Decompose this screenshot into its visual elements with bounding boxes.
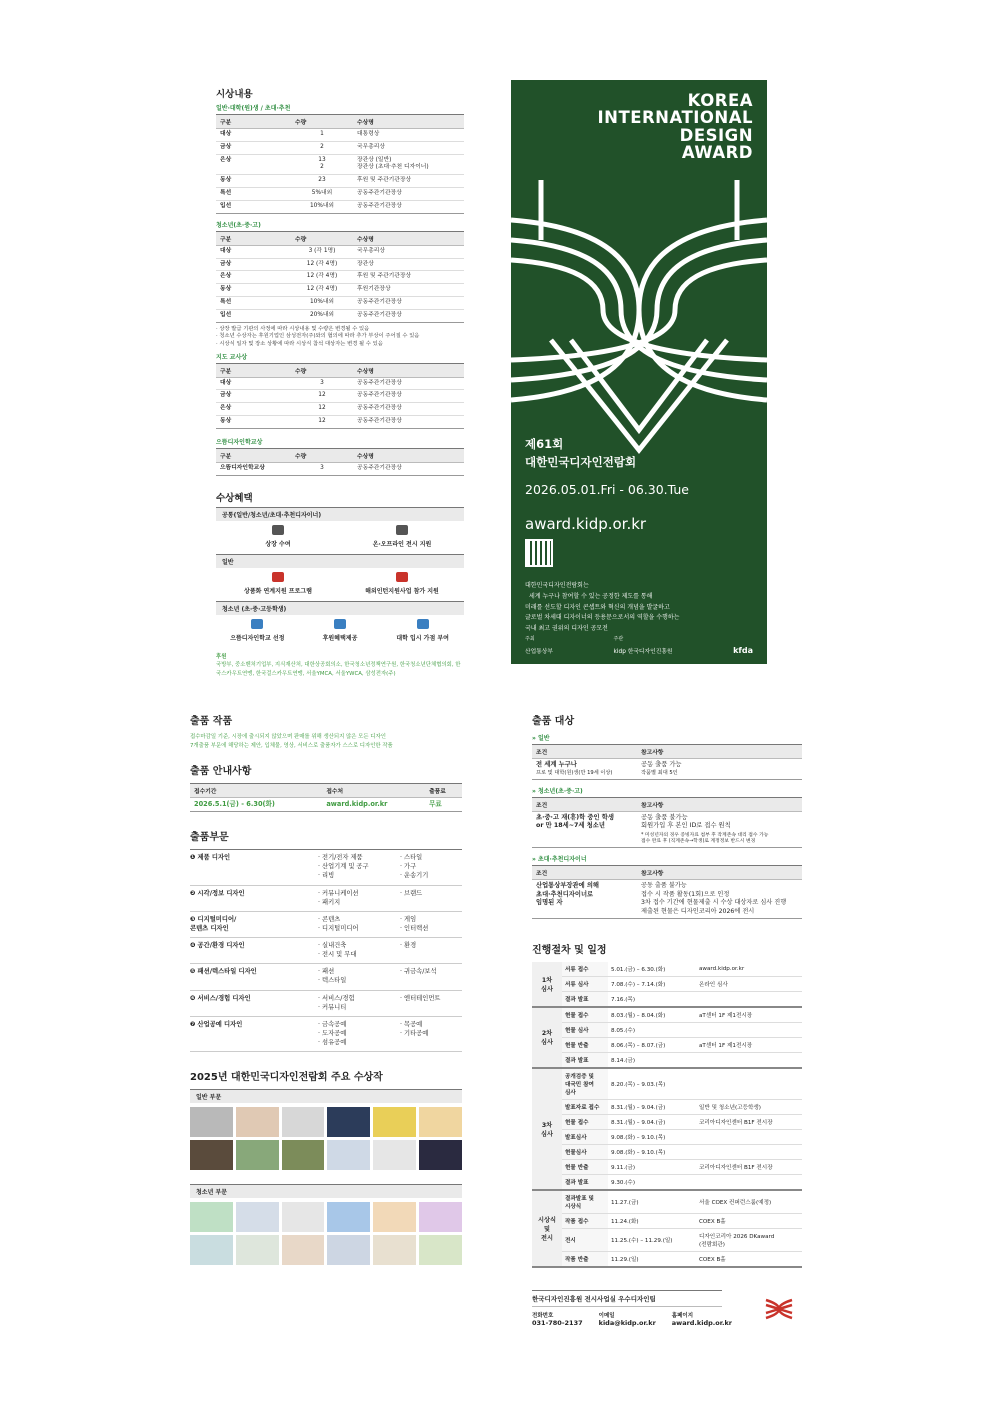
table-row: 금상 12 (각 4명) 장관상 xyxy=(216,258,464,271)
schedule-title: 진행절차 및 일정 xyxy=(532,944,607,956)
winner-thumb xyxy=(373,1202,416,1232)
winner-thumb xyxy=(190,1107,233,1137)
gift-icon xyxy=(334,619,346,629)
table-row: 특선 5%내외 공동주관기관장상 xyxy=(216,188,464,201)
benefits-youth-row xyxy=(216,615,464,645)
winner-thumb xyxy=(327,1202,370,1232)
winners-youth-label: 청소년 부문 xyxy=(190,1184,462,1198)
table-row: 대상 1 대통령상 xyxy=(216,129,464,142)
target-general-table: 조건 참고사항 전 세계 누구나 프로 및 대학(원)생(만 19세 이상) 공동 출품 가능 작품별 최대 5인 xyxy=(532,744,802,780)
schedule-row: 현물 반출 9.11.(금) 코리아디자인센터 B1F 전시장 xyxy=(532,1159,802,1174)
table-row: 은상 12 (각 4명) 후원 및 주관기관장상 xyxy=(216,271,464,284)
winner-thumb xyxy=(236,1107,279,1137)
cover-edition: 제61회 xyxy=(525,437,564,451)
winner-thumb xyxy=(236,1140,279,1170)
benefit-item: 후원혜택제공 xyxy=(301,619,379,642)
awards-notes xyxy=(216,326,464,349)
benefits-youth-label: 청소년 (초·중·고등학생) xyxy=(216,601,464,615)
winner-thumb xyxy=(282,1140,325,1170)
benefits-title: 수상혜택 xyxy=(216,492,253,504)
awards-general-table: 구분 수량 수상명 대상 1 대통령상 금상 2 국무총리상 은상 13 2 장관상 (일반) 장관상 (초대·추천 디자이너) 동상 23 후원 및 주관기관장상 특선 5%내외 공동주관기관장상 입선 10%내외 공동주관기관장상 xyxy=(216,114,464,214)
awards-note: · 청소년 수상자는 후원기업인 삼성전자(주)와의 협의에 따라 추가 부상이 주어질 수 있음 xyxy=(216,333,420,340)
winners-youth-grid xyxy=(190,1202,462,1265)
qr-code[interactable] xyxy=(525,539,553,567)
table-row: 입선 20%내외 공동주관기관장상 xyxy=(216,309,464,322)
schedule-row: 발표자료 접수 8.31.(월) – 9.04.(금) 일반 및 청소년(고등학생) xyxy=(532,1099,802,1114)
exhibition-icon xyxy=(396,525,408,535)
awards-youth-label: 청소년(초·중·고) xyxy=(216,221,261,229)
entries-panel xyxy=(190,712,462,1265)
cover-url[interactable]: award.kidp.or.kr xyxy=(525,515,647,533)
contact-web[interactable]: 홈페이지 award.kidp.or.kr xyxy=(671,1312,732,1327)
target-invited-table: 조건 참고사항 산업통상부장관에 의해 초대·추천디자이너로 임명된 자 공동 출품 불가능 접수 시 작품 활동(1회)으로 인정 3차 접수 기간에 현물제출 시 수상 대상자로 심사 진행 제출된 현물은 디자인코리아 2026에 전시 xyxy=(532,865,802,918)
benefit-item: 상장 수여 xyxy=(226,525,331,548)
schedule-table xyxy=(532,962,802,1268)
category-list xyxy=(190,849,462,1052)
benefit-item: 온·오프라인 전시 지원 xyxy=(350,525,455,548)
schedule-row: 서류 심사 7.08.(수) – 7.14.(화) 온라인 심사 xyxy=(532,976,802,991)
winner-thumb xyxy=(419,1202,462,1232)
winner-thumb xyxy=(373,1140,416,1170)
awards-school-label: 으뜸디자인학교상 xyxy=(216,438,263,446)
table-row: 입선 10%내외 공동주관기관장상 xyxy=(216,200,464,213)
schedule-row: 작품 반출 11.29.(일) COEX B홀 xyxy=(532,1251,802,1267)
sponsor-label: 후원 xyxy=(216,653,227,660)
schedule-row: 결과 발표 9.30.(수) xyxy=(532,1174,802,1190)
winner-thumb xyxy=(327,1140,370,1170)
table-row: 특선 10%내외 공동주관기관장상 xyxy=(216,296,464,309)
document-icon xyxy=(417,619,429,629)
winner-thumb xyxy=(236,1235,279,1265)
table-row: 금상 2 국무총리상 xyxy=(216,141,464,154)
winner-thumb xyxy=(327,1107,370,1137)
target-title: 출품 대상 xyxy=(532,716,575,727)
schedule-row: 작품 접수 11.24.(화) COEX B홀 xyxy=(532,1213,802,1228)
awards-title: 시상내용 xyxy=(216,89,253,100)
table-row: 으뜸디자인학교상 3 공동주관기관장상 xyxy=(216,462,464,475)
awards-school-table: 구분 수량 수상명 으뜸디자인학교상 3 공동주관기관장상 xyxy=(216,448,464,476)
winner-thumb xyxy=(282,1235,325,1265)
category-row: ❼ 산업공예 디자인 · 금속공예 · 도자공예 · 섬유공예 · 목공예 · 기타공예 xyxy=(190,1017,462,1052)
benefit-item: 해외인턴지원사업 참가 지원 xyxy=(350,572,455,595)
benefit-item: 상품화 연계지원 프로그램 xyxy=(226,572,331,595)
host-block: 주최 산업통상부 xyxy=(525,636,553,655)
category-row: ❺ 패션/텍스타일 디자인 · 패션 · 텍스타일 · 귀금속/보석 xyxy=(190,964,462,990)
table-row: 은상 13 2 장관상 (일반) 장관상 (초대·추천 디자이너) xyxy=(216,154,464,175)
certificate-icon xyxy=(272,525,284,535)
winner-thumb xyxy=(327,1235,370,1265)
winner-thumb xyxy=(419,1235,462,1265)
schedule-row: 시상식 및 전시 결과발표 및 시상식 11.27.(금) 서울 COEX 컨퍼런스룸(예정) xyxy=(532,1190,802,1214)
guide-table: 접수기간 접수처 출품료 2026.5.1(금) - 6.30(화) award.kidp.or.kr 무료 xyxy=(190,783,462,812)
winners-title: 2025년 대한민국디자인전람회 주요 수상작 xyxy=(190,1072,383,1084)
table-row: 금상 12 공동주관기관장상 xyxy=(216,390,464,403)
benefits-general-label: 일반 xyxy=(216,554,464,568)
schedule-row: 결과 발표 7.16.(목) xyxy=(532,991,802,1007)
schedule-row: 결과 발표 8.14.(금) xyxy=(532,1052,802,1068)
entries-note: 접수마감일 기준, 시장에 출시되지 않았으며 판매를 위해 생산되지 않은 모든 디자인 7개출품 부문에 해당하는 제안, 입체물, 영상, 서비스로 출품자가 스스로 디자인한 작품 xyxy=(190,734,393,749)
target-youth-table: 조건 참고사항 초·중·고 재(휴)학 중인 학생 or 만 18세~7세 청소년 공동 출품 불가능 회원가입 후 본인 ID로 접수 원칙 * 미성년자의 경우 증빙자료 첨부 후 작계존속 대리 접수 가능 접수 완료 후 (직계존속→학생)로 계정정보 반드시 변경 xyxy=(532,797,802,849)
winner-thumb xyxy=(419,1140,462,1170)
guide-title: 출품 안내사항 xyxy=(190,766,252,778)
winner-thumb xyxy=(282,1107,325,1137)
cover-dates: 2026.05.01.Fri - 06.30.Tue xyxy=(525,482,690,497)
category-row: ❷ 시각/정보 디자인 · 커뮤니케이션 · 패키지 · 브랜드 xyxy=(190,886,462,912)
category-row: ❸ 디지털미디어/ 콘텐츠 디자인 · 콘텐츠 · 디지털미디어 · 게임 · 인터랙션 xyxy=(190,912,462,938)
organizer-logo: kidp 한국디자인진흥원 xyxy=(613,649,673,655)
winner-thumb xyxy=(190,1202,233,1232)
target-general-label: » 일반 xyxy=(532,735,550,742)
benefits-common-label: 공통(일반/청소년/초대·추천디자이너) xyxy=(216,507,464,521)
cats-title: 출품부문 xyxy=(190,832,229,844)
winners-general-label: 일반 부문 xyxy=(190,1089,462,1103)
table-row: 동상 12 (각 4명) 후원기관장상 xyxy=(216,284,464,297)
awards-teacher-table: 구분 수량 수상명 대상 3 공동주관기관장상 금상 12 공동주관기관장상 은상 12 공동주관기관장상 동상 12 공동주관기관장상 xyxy=(216,363,464,429)
winner-thumb xyxy=(373,1107,416,1137)
benefits-general-row xyxy=(216,568,464,598)
awards-general-label: 일반·대학(원)생 / 초대·추천 xyxy=(216,105,291,112)
school-icon xyxy=(251,619,263,629)
table-row: 동상 23 후원 및 주관기관장상 xyxy=(216,175,464,188)
awards-youth-table: 구분 수량 수상명 대상 3 (각 1명) 국무총리상 금상 12 (각 4명) 장관상 은상 12 (각 4명) 후원 및 주관기관장상 동상 12 (각 4명) 후원기관장상 특선 10%내외 공동주관기관장상 입선 20%내외 공동주관기관장상 xyxy=(216,231,464,323)
winners-general-grid xyxy=(190,1107,462,1170)
cover-title: KOREA INTERNATIONAL DESIGN AWARD xyxy=(597,91,753,162)
winner-thumb xyxy=(236,1202,279,1232)
schedule-row: 현물 반출 8.06.(목) – 8.07.(금) aT센터 1F 제1전시장 xyxy=(532,1037,802,1052)
winner-thumb xyxy=(373,1235,416,1265)
schedule-row: 현물심사 9.08.(화) – 9.10.(목) xyxy=(532,1144,802,1159)
awards-note: · 상장 발급 기관의 사정에 따라 시상내용 및 수량은 변경될 수 있음 xyxy=(216,325,370,332)
winner-thumb xyxy=(190,1235,233,1265)
schedule-row: 3차 심사 공개검증 및 대국민 참여 심사 8.20.(목) – 9.03.(목) xyxy=(532,1068,802,1100)
awards-note: · 시상식 일자 및 장소 상황에 따라 시상식 참석 대상자는 변경 될 수 있음 xyxy=(216,340,383,347)
schedule-row: 1차 심사 서류 접수 5.01.(금) – 6.30.(화) award.kidp.or.kr xyxy=(532,962,802,977)
intern-icon xyxy=(396,572,408,582)
contact-info xyxy=(532,1311,802,1327)
awards-panel xyxy=(216,86,464,679)
table-row: 대상 3 (각 1명) 국무총리상 xyxy=(216,245,464,258)
awards-teacher-label: 지도 교사상 xyxy=(216,353,248,361)
organizer-block: 주관 kidp 한국디자인진흥원 xyxy=(613,636,673,655)
target-panel xyxy=(532,712,802,1327)
cover-footer xyxy=(525,635,753,655)
handshake-icon xyxy=(272,572,284,582)
cover-headline xyxy=(525,436,689,635)
schedule-row: 현물 접수 8.31.(월) – 9.04.(금) 코리아디자인센터 B1F 전시장 xyxy=(532,1114,802,1129)
cover-description: 대한민국디자인전람회는 세계 누구나 참여할 수 있는 공정한 제도를 통해 미래를 선도할 디자인 콘셉트와 혁신의 개념을 발굴하고 글로벌 차세대 디자이너의 등용문으로서의 역할을 수행하는 국내 최고 권위의 디자인 공모전 xyxy=(525,582,680,633)
benefits-common-row xyxy=(216,521,464,551)
category-row: ❹ 공간/환경 디자인 · 실내건축 · 전시 및 무대 · 환경 xyxy=(190,938,462,964)
target-invited-label: » 초대·추천디자이너 xyxy=(532,856,587,864)
contact-email[interactable]: 이메일 kida@kidp.or.kr xyxy=(598,1312,656,1327)
cover-panel xyxy=(511,80,767,664)
schedule-row: 발표심사 9.08.(화) – 9.10.(목) xyxy=(532,1129,802,1144)
table-row: 대상 3 공동주관기관장상 xyxy=(216,377,464,390)
category-row: ❶ 제품 디자인 · 전기/전자 제품 · 산업기계 및 공구 · 리빙 · 스타일 · 가구 · 운송기기 xyxy=(190,849,462,885)
contact-phone: 전화번호 031-780-2137 xyxy=(532,1312,583,1327)
table-row: 은상 12 공동주관기관장상 xyxy=(216,403,464,416)
entries-title: 출품 작품 xyxy=(190,716,233,727)
winner-thumb xyxy=(419,1107,462,1137)
kida-mark-icon xyxy=(764,1296,794,1322)
winner-thumb xyxy=(282,1202,325,1232)
schedule-row: 전시 11.25.(수) – 11.29.(일) 디자인코리아 2026 DKaward (전람회관) xyxy=(532,1228,802,1251)
table-row: 동상 12 공동주관기관장상 xyxy=(216,416,464,429)
schedule-row: 현물 심사 8.05.(수) xyxy=(532,1022,802,1037)
cover-name: 대한민국디자인전람회 xyxy=(525,455,637,469)
sponsor-text: 국방부, 중소벤처기업부, 지식재산처, 대한상공회의소, 한국청소년정책연구원, 한국청소년단체협의회, 한국스카우트연맹, 한국걸스카우트연맹, 서울YMCA, 서울YWCA, 삼성전자(주) xyxy=(216,662,461,677)
benefit-item: 대학 입시 가점 부여 xyxy=(384,619,462,642)
benefit-item: 으뜸디자인학교 선정 xyxy=(218,619,296,642)
schedule-row: 2차 심사 현물 접수 8.03.(월) – 8.04.(화) aT센터 1F 제1전시장 xyxy=(532,1007,802,1023)
target-youth-label: » 청소년(초·중·고) xyxy=(532,787,583,795)
category-row: ❻ 서비스/경험 디자인 · 서비스/경험 · 커뮤니티 · 엔터테인먼트 xyxy=(190,991,462,1017)
host-logo: 산업통상부 xyxy=(525,649,553,655)
winner-thumb xyxy=(190,1140,233,1170)
contact-org: 한국디자인진흥원 전시사업실 우수디자인팀 xyxy=(532,1290,722,1307)
kfda-logo: kfda xyxy=(733,646,753,655)
